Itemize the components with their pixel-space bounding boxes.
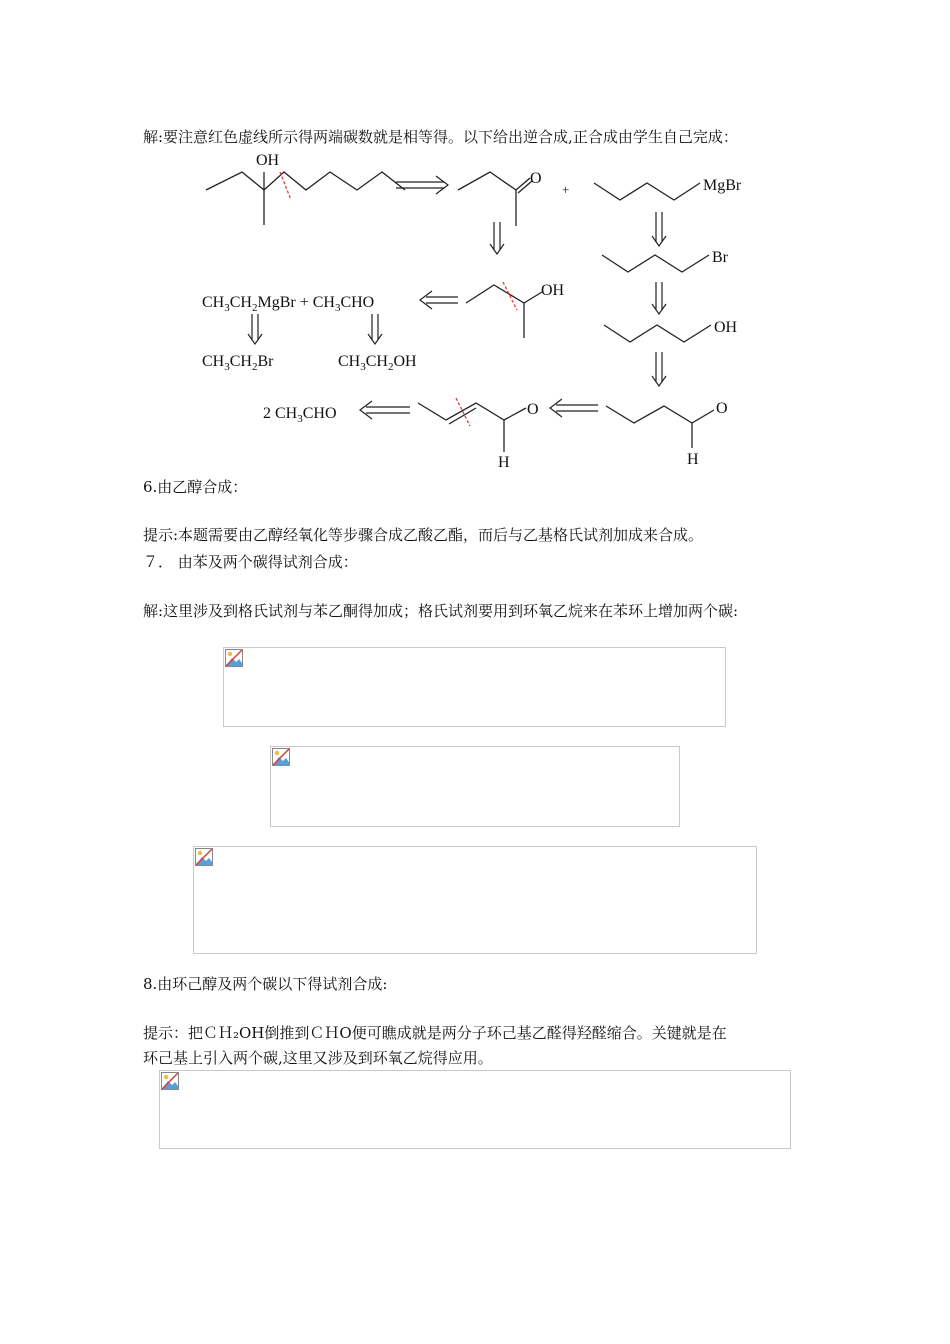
- ethanol-label: $CH_3CH_2OH$: [338, 353, 417, 373]
- butanol-structure: [604, 325, 711, 342]
- retro-arrow-2: [420, 291, 458, 309]
- butyl-grignard-structure: [594, 183, 700, 200]
- retro-arrow-3: [360, 401, 410, 419]
- mgbr-label: MgBr: [703, 177, 742, 194]
- acetaldehyde-label: 2 $CH_3CHO$: [263, 405, 337, 425]
- reaction-image-3: [193, 846, 757, 954]
- butyl-bromide-structure: [602, 255, 709, 272]
- crotonal-h-label: H: [498, 454, 510, 471]
- crotonaldehyde-structure: [418, 398, 526, 452]
- down-arrow-2: [652, 212, 666, 246]
- retrosynthesis-scheme: [0, 0, 950, 480]
- br-label: Br: [712, 249, 728, 266]
- reaction-image-4: [159, 1070, 791, 1149]
- down-arrow-1: [490, 222, 504, 254]
- broken-image-icon: [225, 649, 243, 667]
- butanal-h-label: H: [687, 451, 699, 468]
- broken-image-icon: [195, 848, 213, 866]
- ketone-o-label: O: [530, 170, 542, 187]
- down-arrow-6: [368, 314, 382, 344]
- down-arrow-3: [652, 282, 666, 314]
- down-arrow-5: [248, 314, 262, 344]
- sec-butanol-oh-label: OH: [541, 282, 565, 299]
- ethyl-bromide-label: $CH_3CH_2Br$: [202, 353, 274, 373]
- butanol-oh-label: OH: [714, 319, 738, 336]
- butanal-o-label: O: [716, 400, 728, 417]
- grignard-equation: $CH_3CH_2MgBr + CH_3CHO$: [202, 294, 375, 314]
- down-arrow-4: [652, 352, 666, 386]
- broken-image-icon: [161, 1072, 179, 1090]
- crotonal-o-label: O: [527, 401, 539, 418]
- broken-image-icon: [272, 748, 290, 766]
- plus-sign: +: [562, 182, 570, 197]
- reaction-image-2: [270, 746, 680, 827]
- butanone-structure: [458, 172, 532, 226]
- solution-7: 解:这里涉及到格氏试剂与苯乙酮得加成；格氏试剂要用到环氧乙烷来在苯环上增加两个碳:: [143, 602, 739, 620]
- question-7: ７． 由苯及两个碳得试剂合成：: [143, 553, 358, 571]
- hint-8-line2: 环己基上引入两个碳,这里又涉及到环氧乙烷得应用。: [143, 1049, 493, 1067]
- target-alcohol-structure: [206, 172, 405, 225]
- retro-arrow-4: [550, 399, 598, 417]
- reaction-image-1: [223, 647, 726, 727]
- butanal-structure: [606, 406, 714, 448]
- question-6: 6.由乙醇合成：: [143, 478, 248, 496]
- hint-6: 提示:本题需要由乙醇经氧化等步骤合成乙酸乙酯，而后与乙基格氏试剂加成来合成。: [143, 526, 704, 544]
- oh-label: OH: [256, 152, 280, 169]
- sec-butanol-structure: [466, 282, 542, 338]
- hint-8-line1: 提示：把ＣＨ₂OH倒推到ＣＨO便可瞧成就是两分子环己基乙醛得羟醛缩合。关键就是在: [143, 1024, 727, 1042]
- retro-arrow: [396, 176, 448, 194]
- question-8: 8.由环己醇及两个碳以下得试剂合成:: [143, 975, 388, 993]
- solution-intro: 解:要注意红色虚线所示得两端碳数就是相等得。以下给出逆合成,正合成由学生自己完成：: [143, 128, 738, 146]
